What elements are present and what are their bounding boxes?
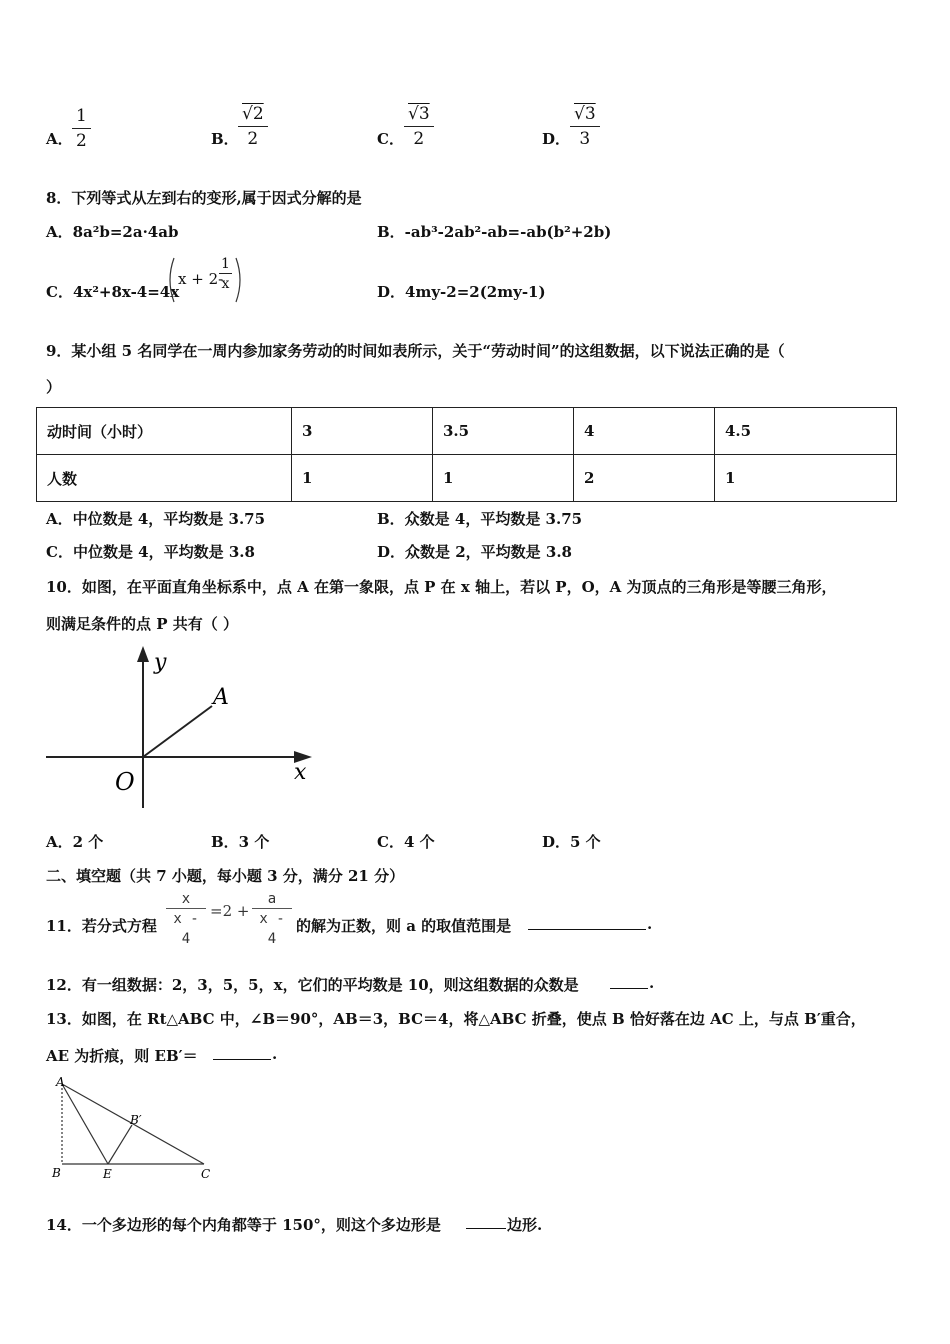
q11-end: . [647, 915, 653, 933]
answer-blank[interactable] [610, 974, 648, 989]
q13-line1: 13．如图，在 Rt△ABC 中，∠B＝90°，AB＝3，BC＝4，将△ABC 折叠，使点 B 恰好落在边 AC 上，与点 B′重合， [46, 1010, 866, 1028]
fraction: $\frac{1}{2}$ [72, 106, 91, 151]
q9-option-d: D．众数是 2，平均数是 3.8 [377, 543, 572, 561]
q9-option-c: C．中位数是 4，平均数是 3.8 [46, 543, 255, 561]
segment-eb-prime [108, 1125, 132, 1164]
q13-line2-prefix: AE 为折痕，则 EB′＝ [46, 1047, 198, 1065]
q10-option-d: D．5 个 [542, 833, 601, 851]
label-b: B [52, 1166, 61, 1180]
point-a-label: A [213, 685, 229, 710]
fold-ae [62, 1084, 108, 1164]
answer-blank[interactable] [213, 1045, 271, 1060]
answer-blank[interactable] [466, 1214, 506, 1229]
data-table [36, 407, 897, 502]
q11-middle: =2 + [210, 902, 250, 920]
triangle-figure [46, 1072, 222, 1184]
fraction: $\frac{x}{x - 4}$ [166, 890, 206, 949]
q10-stem-line1: 10．如图，在平面直角坐标系中，点 A 在第一象限，点 P 在 x 轴上，若以 P，O，A 为顶点的三角形是等腰三角形， [46, 578, 837, 596]
table-cell: 3.5 [433, 408, 574, 455]
q9-option-a: A．中位数是 4，平均数是 3.75 [46, 510, 266, 528]
label-b-prime: B′ [130, 1113, 142, 1127]
table-cell: 4 [574, 408, 715, 455]
y-label: y [154, 650, 167, 675]
q10-stem-line2: 则满足条件的点 P 共有（ ） [46, 615, 238, 633]
q10-option-a: A．2 个 [46, 833, 104, 851]
fraction: $\frac{√3}{3}$ [570, 104, 600, 149]
q9-stem-line1: 9．某小组 5 名同学在一周内参加家务劳动的时间如表所示，关于“劳动时间”的这组数据，以下说法正确的是（ [46, 342, 785, 360]
q14-suffix: 边形. [507, 1216, 543, 1234]
q14-prefix: 14．一个多边形的每个内角都等于 150°，则这个多边形是 [46, 1216, 441, 1234]
ray-oa [143, 706, 212, 757]
option-label: B． [211, 130, 239, 148]
option-label: D． [542, 130, 571, 148]
q8-option-d: D．4my-2=2(2my-1) [377, 283, 546, 301]
table-cell: 4.5 [715, 408, 897, 455]
origin-label: O [115, 768, 135, 796]
q10-option-b: B．3 个 [211, 833, 270, 851]
q11-suffix: 的解为正数，则 a 的取值范围是 [296, 917, 512, 935]
table-cell: 1 [715, 455, 897, 502]
fraction: $\frac{√3}{2}$ [404, 104, 434, 149]
y-arrow [137, 646, 149, 662]
fraction: $\frac{√2}{2}$ [238, 104, 268, 149]
q13-end: . [272, 1045, 278, 1063]
q8-option-a: A．8a²b=2a·4ab [46, 223, 179, 241]
q8-option-b: B．-ab³-2ab²-ab=-ab(b²+2b) [377, 223, 612, 241]
label-e: E [103, 1167, 112, 1181]
option-label: C． [377, 130, 404, 148]
table-cell: 动时间（小时） [37, 408, 292, 455]
table-cell: 1 [433, 455, 574, 502]
table-cell: 3 [292, 408, 433, 455]
answer-blank[interactable] [528, 915, 646, 930]
q10-option-c: C．4 个 [377, 833, 435, 851]
label-a: A [56, 1075, 65, 1089]
label-c: C [201, 1167, 211, 1181]
table-cell: 2 [574, 455, 715, 502]
section-heading: 二、填空题（共 7 小题，每小题 3 分，满分 21 分） [46, 867, 405, 885]
option-label: A． [46, 130, 73, 148]
left-paren [170, 258, 174, 302]
q9-option-b: B．众数是 4，平均数是 3.75 [377, 510, 583, 528]
q8-stem: 8．下列等式从左到右的变形,属于因式分解的是 [46, 189, 362, 207]
q9-stem-line2: ） [46, 378, 62, 396]
x-label: x [294, 760, 307, 785]
q8-option-c-prefix: C．4x²+8x-4=4x [46, 283, 180, 301]
right-paren [236, 258, 240, 302]
table-row [37, 408, 897, 455]
table-cell: 人数 [37, 455, 292, 502]
paren-expr: x + 2- [178, 270, 224, 288]
fraction: $\frac{a}{x - 4}$ [252, 890, 292, 949]
table-cell: 1 [292, 455, 433, 502]
q11-prefix: 11．若分式方程 [46, 917, 157, 935]
table-row [37, 455, 897, 502]
q12-text: 12．有一组数据：2，3，5，5，x，它们的平均数是 10，则这组数据的众数是 [46, 976, 579, 994]
q12-end: . [649, 974, 655, 992]
fraction: $\frac{1}{x}$ [221, 256, 230, 292]
coordinate-figure [40, 640, 330, 815]
